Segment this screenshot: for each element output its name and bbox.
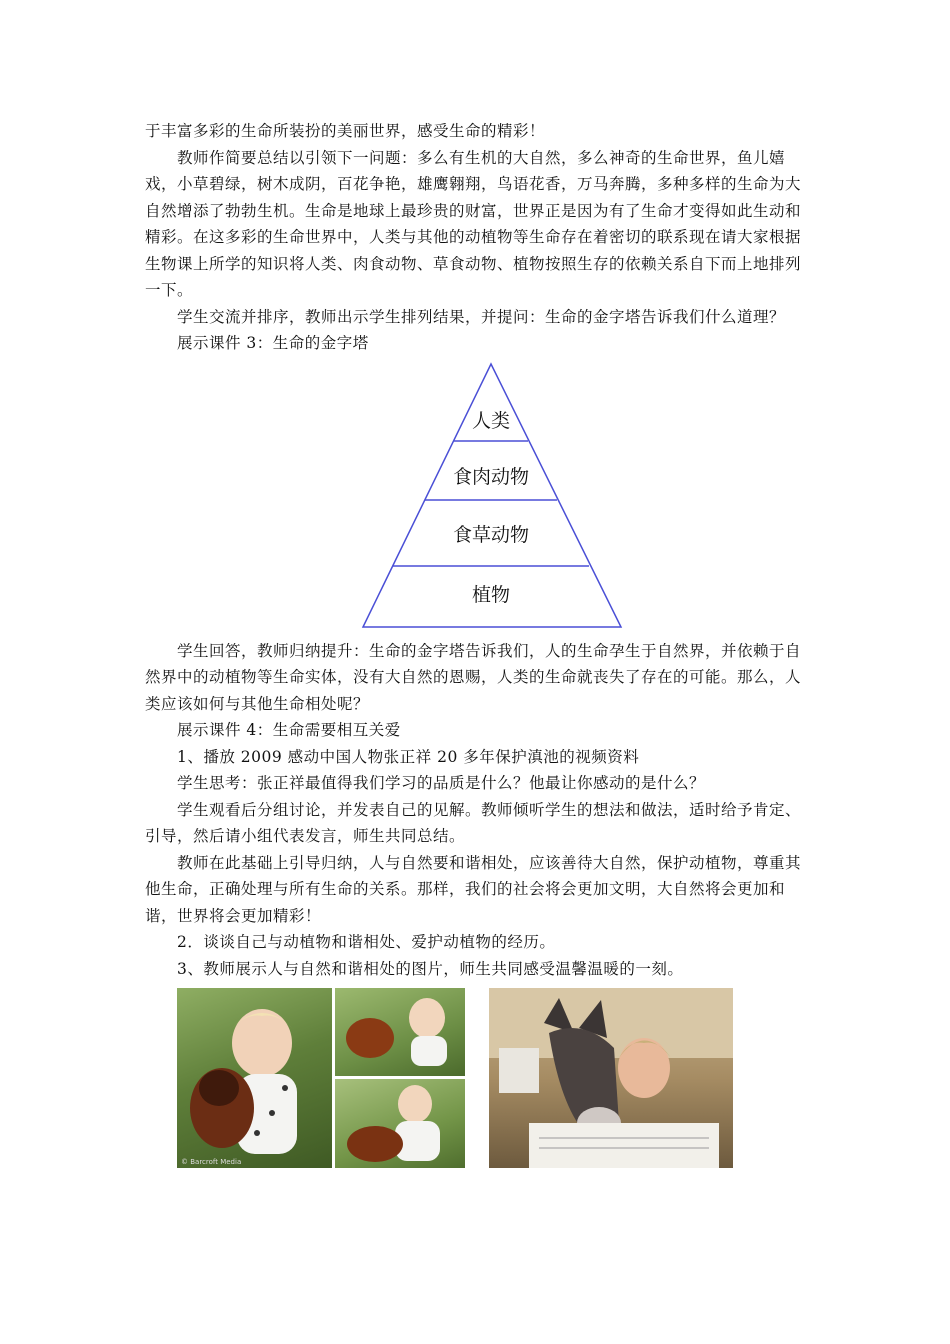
paragraph: 学生交流并排序，教师出示学生排列结果，并提问：生命的金字塔告诉我们什么道理？ <box>177 307 786 326</box>
pyramid-level-humans: 人类 <box>471 409 511 432</box>
pyramid-level-herbivores: 食草动物 <box>452 523 530 546</box>
pyramid-level-plants: 植物 <box>471 583 511 606</box>
list-item: 2．谈谈自己与动植物和谐相处、爱护动植物的经历。 <box>177 933 556 951</box>
photo-row <box>145 988 809 1178</box>
photo-child-hugging-orangutan <box>335 1079 465 1168</box>
photo-watermark: © Barcroft Media <box>181 1158 242 1166</box>
photo-child-with-orangutan <box>177 988 332 1168</box>
paragraph: 学生思考：张正祥最值得我们学习的品质是什么？他最让你感动的是什么？ <box>177 774 706 792</box>
child-hugging-illustration <box>335 1079 465 1168</box>
courseware-3-label: 展示课件 3：生命的金字塔 <box>177 334 369 352</box>
paragraph: 学生回答，教师归纳提升：生命的金字塔告诉我们，人的生命孕生于自然界，并依赖于自然界中的动植物等生命实体，没有大自然的恩赐，人类的生命就丧失了存在的可能。那么，人类应该如何与其他生命相处呢？ <box>145 641 802 713</box>
pyramid-level-carnivores: 食肉动物 <box>452 465 530 488</box>
pyramid-svg <box>145 359 809 634</box>
photo-woman-with-donkey <box>489 988 733 1168</box>
orangutan-crawling-illustration <box>335 988 465 1076</box>
paragraph: 学生观看后分组讨论，并发表自己的见解。教师倾听学生的想法和做法，适时给予肯定、引导，然后请小组代表发言，师生共同总结。 <box>145 800 802 845</box>
paragraph: 教师作简要总结以引领下一问题：多么有生机的大自然，多么神奇的生命世界，鱼儿嬉戏，小草碧绿，树木成阴，百花争艳，雄鹰翱翔，鸟语花香，万马奔腾，多种多样的生命为大自然增添了勃勃生机。生命是地球上最珍贵的财富，世界正是因为有了生命才变得如此生动和精彩。在这多彩的生命世界中，人类与其他的动植物等生命存在着密切的联系现在请大家根据生物课上所学的知识将人类、肉食动物、草食动物、植物按照生存的依赖关系自下而上地排列一下。 <box>145 148 802 299</box>
life-pyramid-diagram <box>145 359 809 634</box>
document-page <box>145 118 809 1178</box>
paragraph: 教师在此基础上引导归纳，人与自然要和谐相处，应该善待大自然，保护动植物，尊重其他生命，正确处理与所有生命的关系。那样，我们的社会将会更加文明，大自然将会更加和谐，世界将会更加精彩！ <box>145 853 802 925</box>
list-item: 1、播放 2009 感动中国人物张正祥 20 多年保护滇池的视频资料 <box>177 747 640 766</box>
list-item: 3、教师展示人与自然和谐相处的图片，师生共同感受温馨温暖的一刻。 <box>177 959 684 978</box>
child-orangutan-illustration <box>177 988 332 1168</box>
courseware-4-label: 展示课件 4：生命需要相互关爱 <box>177 721 401 739</box>
photo-orangutan-crawling <box>335 988 465 1076</box>
woman-donkey-illustration <box>489 988 733 1168</box>
paragraph: 于丰富多彩的生命所装扮的美丽世界，感受生命的精彩！ <box>145 122 546 140</box>
